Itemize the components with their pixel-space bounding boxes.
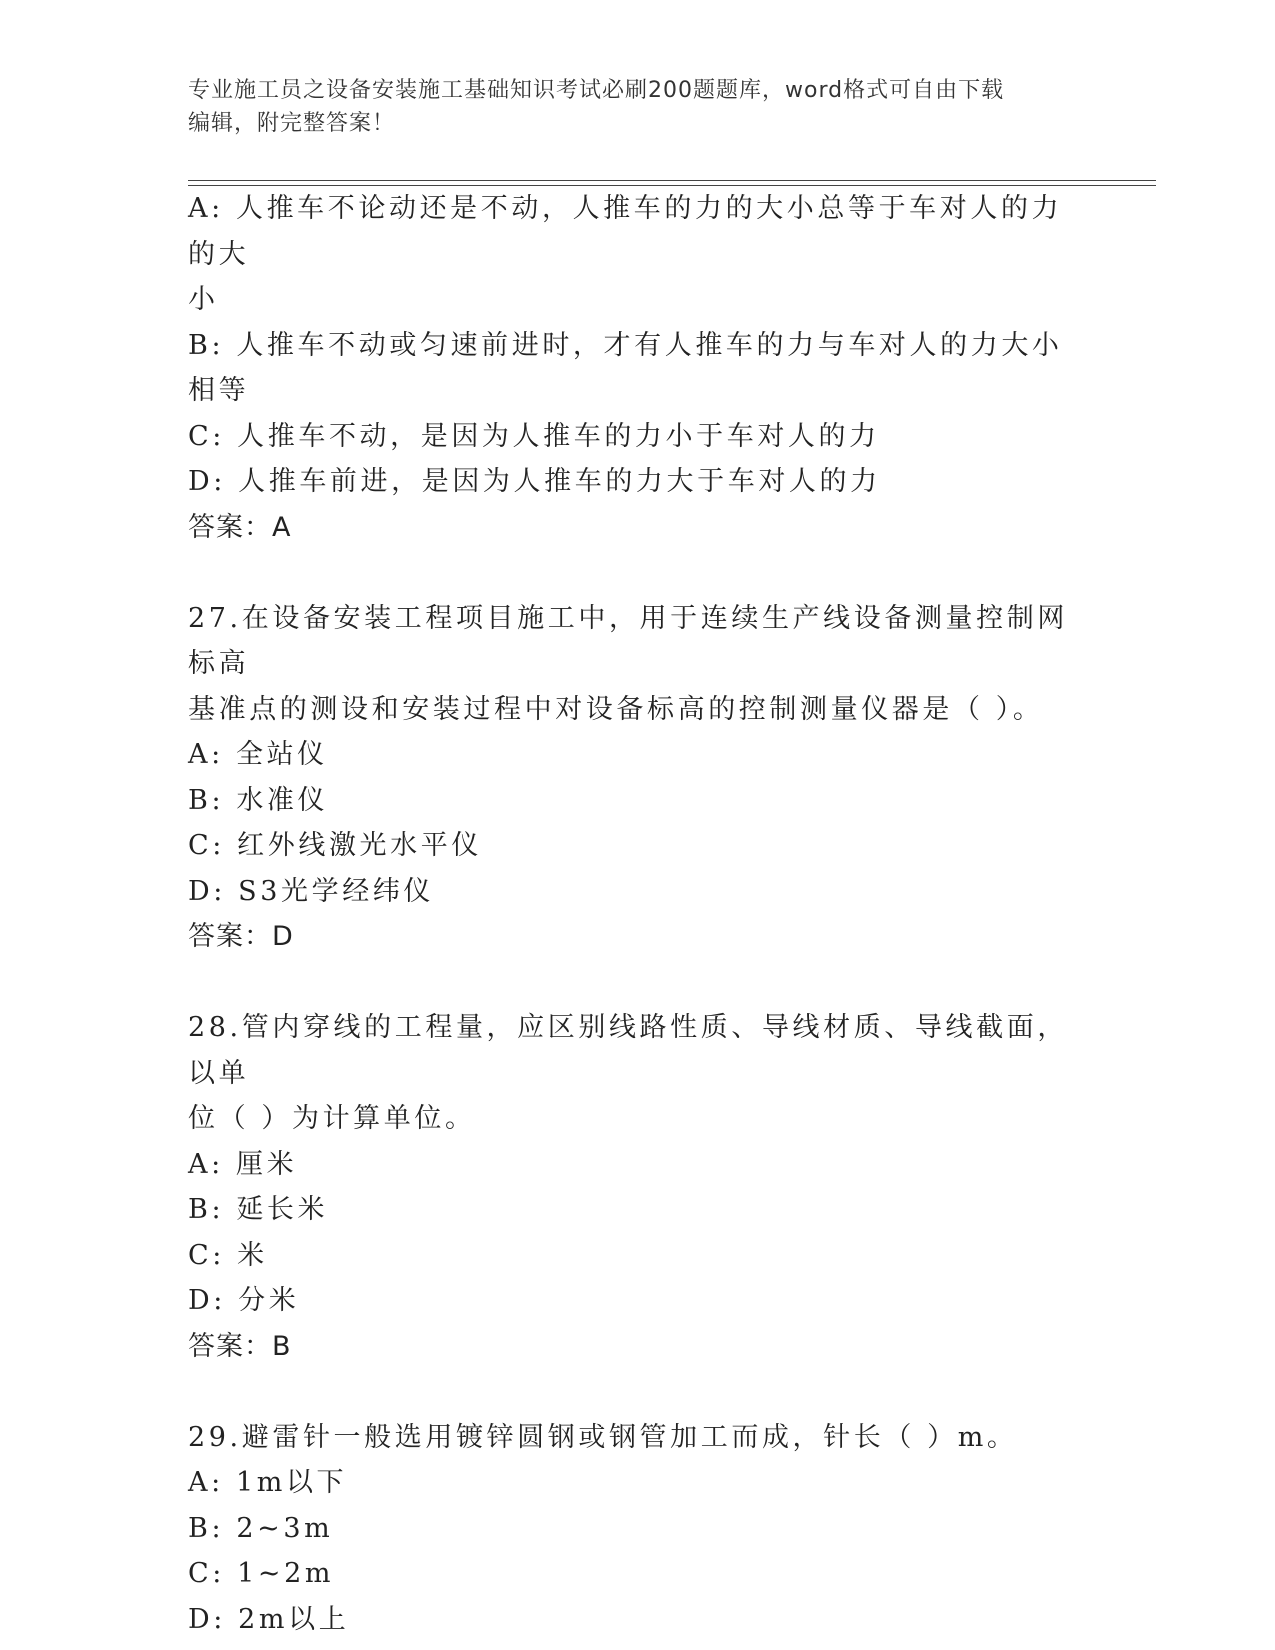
option-d: D: 人推车前进，是因为人推车的力大于车对人的力: [188, 466, 881, 497]
option-a: A: 1m以下: [188, 1467, 348, 1498]
spacer: [188, 1369, 1088, 1415]
spacer: [188, 550, 1088, 596]
option-b: B: 水准仪: [188, 784, 329, 816]
header-divider-top: [188, 180, 1156, 181]
option-a-line-2: 小: [188, 284, 219, 315]
option-a: A: 厘米: [188, 1148, 298, 1180]
question-29: [188, 1415, 1088, 1643]
question-text-line-1: 27.在设备安装工程项目施工中，用于连续生产线设备测量控制网标高: [188, 602, 1068, 679]
option-d: D: 2m以上: [188, 1603, 350, 1635]
answer: 答案：A: [188, 511, 292, 543]
option-c: C: 米: [188, 1239, 268, 1271]
question-text-line-2: 位（ ）为计算单位。: [188, 1103, 476, 1134]
option-d: D: 分米: [188, 1285, 300, 1316]
question-27: [188, 596, 1088, 960]
header-title-line-1: 专业施工员之设备安装施工基础知识考试必刷200题题库，word格式可自由下载: [188, 78, 1005, 103]
answer: 答案：D: [188, 921, 294, 952]
option-b: B: 延长米: [188, 1194, 329, 1225]
question-26: [188, 186, 1088, 550]
question-text-line-2: 基准点的测设和安装过程中对设备标高的控制测量仪器是（ ）。: [188, 693, 1044, 725]
option-b: B: 人推车不动或匀速前进时，才有人推车的力与车对人的力大小相等: [188, 329, 1063, 406]
option-c: C: 人推车不动，是因为人推车的力小于车对人的力: [188, 420, 880, 452]
header-title-line-2: 编辑，附完整答案！: [188, 111, 396, 136]
answer: 答案：B: [188, 1330, 292, 1362]
option-c: C: 红外线激光水平仪: [188, 830, 482, 861]
question-list: [188, 186, 1088, 1642]
spacer: [188, 960, 1088, 1006]
option-a-line-1: A: 人推车不论动还是不动，人推车的力的大小总等于车对人的力的大: [188, 193, 1063, 270]
option-c: C: 1~2m: [188, 1558, 335, 1589]
question-28: [188, 1005, 1088, 1369]
option-b: B: 2~3m: [188, 1512, 334, 1544]
document-header: [188, 74, 1088, 140]
question-text-line-1: 29.避雷针一般选用镀锌圆钢或钢管加工而成，针长（ ）m。: [188, 1421, 1018, 1453]
question-text-line-1: 28.管内穿线的工程量，应区别线路性质、导线材质、导线截面，以单: [188, 1012, 1068, 1089]
option-a: A: 全站仪: [188, 739, 328, 770]
option-d: D: S3光学经纬仪: [188, 875, 435, 907]
